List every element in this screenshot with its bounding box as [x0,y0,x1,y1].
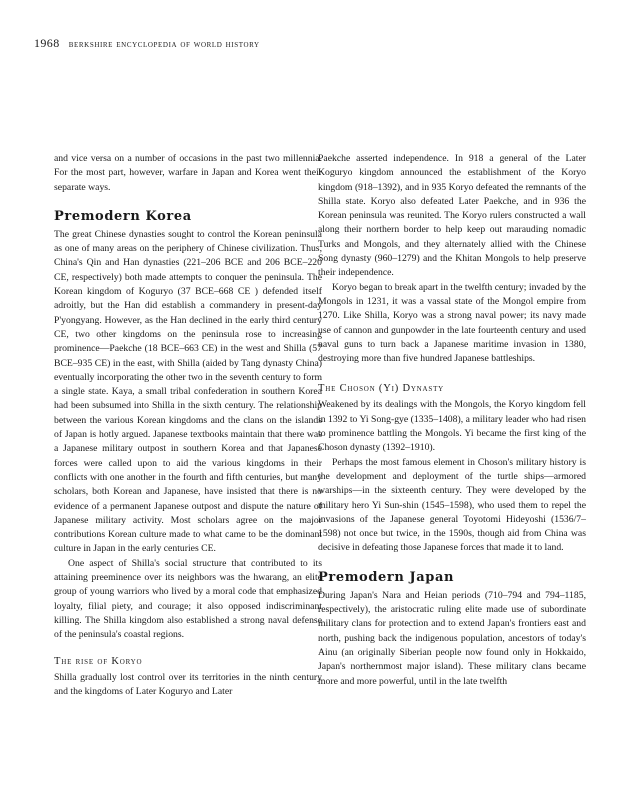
heading-choson-dynasty: The Choson (Yi) Dynasty [318,383,445,395]
choson-paragraph-2: Perhaps the most famous element in Choson's military history is the development and deployment of the turtle ships—armored warships—in the sixteenth century. They were developed by the military hero Yi Sun-shin (1545–1598), who used them to repel the invasions of the Japanese general Toyotomi Hideyoshi (1536/7–1598) not once but twice, in the 1590s, though aid from China was decisive in defeating those Japanese forces that made it to land. [318,456,586,554]
running-head [34,36,260,51]
intro-paragraph: and vice versa on a number of occasions in the past two millennia. For the most part, however, warfare in Japan and Korea went their separate ways. [54,153,322,193]
page-number: 1968 [34,36,60,50]
right-column [318,152,586,689]
heading-rise-of-koryo: The rise of Koryo [54,655,143,667]
koryo-paragraph-2: Koryo began to break apart in the twelfth century; invaded by the Mongols in 1231, it was a vassal state of the Mongol empire from 1270. Like Shilla, Koryo was a strong naval power; its navy made use of cannon and gunpowder in the late fourteenth century and used naval guns to turn back a Japanese maritime invasion in 1380, destroying more than five hundred Japanese battleships. [318,281,586,365]
premodern-korea-paragraph-1: The great Chinese dynasties sought to control the Korean peninsula as one of many areas on the periphery of Chinese civilization. Thus, China's Qin and Han dynasties (221–206 BCE and 206 BCE–220 CE, respectively) both made attempts to conquer the peninsula. The Korean kingdom of Koguryo (37 BCE–668 CE ) defended itself adroitly, but the Han did establish a commandery in present-day P'yongyang. However, as the Han declined in the early third century CE, two other kingdoms on the peninsula rose to increasing prominence—Paekche (18 BCE–663 CE) in the west and Shilla (57 BCE–935 CE) in the east, with Shilla (aided by Tang dynasty China) eventually incorporating the other two in the seventh century to form a single state. Kaya, a small tribal confederation in southern Korea had been subsumed into Shilla in the sixth century. The relationship between the various Korean kingdoms and the clans on the islands of Japan is hotly argued. Japanese textbooks maintain that there was a Japanese military outpost in southern Korea and that Japanese forces were called upon to aid the various kingdoms in their conflicts with one another in the fourth and fifth centuries, but many scholars, both Korean and Japanese, have insisted that there is no evidence of a permanent Japanese outpost and dispute the nature of Japanese military activity. Most scholars agree on the major contributions Korean culture made to what came to be the dominant culture in Japan in the early centuries CE. [54,228,322,555]
heading-premodern-korea: Premodern Korea [54,208,192,224]
choson-paragraph-1: Weakened by its dealings with the Mongols, the Koryo kingdom fell in 1392 to Yi Song-gye (1335–1408), a military leader who had risen to prominence battling the Mongols. Yi became the first king of the Choson dynasty (1392–1910). [318,399,586,454]
rise-of-koryo-paragraph-1: Shilla gradually lost control over its territories in the ninth century and the kingdoms of Later Koguryo and Later [54,671,322,697]
left-column [54,152,322,699]
publication-title: berkshire encyclopedia of world history [68,39,260,50]
koryo-continued-paragraph: Paekche asserted independence. In 918 a general of the Later Koguryo kingdom announced the establishment of the Koryo kingdom (918–1392), and in 935 Koryo defeated the remnants of the Shilla state. Koryo also defeated Later Paekche, and in 936 the Korean peninsula was reunited. The Koryo rulers constructed a wall along their northern border to help keep out marauding nomadic Turks and Mongols, and they alternately allied with the Chinese Song dynasty (960–1279) and the Khitan Mongols to help preserve their independence. [318,153,586,279]
premodern-japan-paragraph-1: During Japan's Nara and Heian periods (710–794 and 794–1185, respectively), the aristocratic ruling elite made use of subordinate military clans for protection and to extend Japan's frontiers east and north, pushing back the indigenous population, ancestors of today's Ainu (an originally Siberian people now found only in Hokkaido, Japan's northernmost major island). These military clans became more and more powerful, until in the late twelfth [318,589,586,687]
premodern-korea-paragraph-2: One aspect of Shilla's social structure that contributed to its attaining preeminence over its neighbors was the hwarang, an elite group of young warriors who lived by a moral code that emphasized loyalty, filial piety, and courage; it also opposed indiscriminant killing. The Shilla kingdom also established a strong naval defense of the peninsula's coastal regions. [54,557,322,641]
heading-premodern-japan: Premodern Japan [318,569,455,585]
